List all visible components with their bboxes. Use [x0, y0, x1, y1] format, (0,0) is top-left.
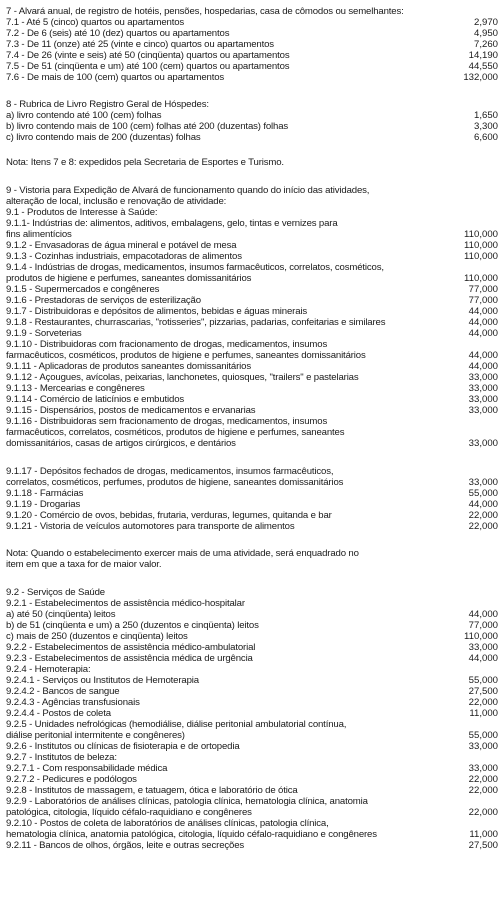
document-line — [0, 807, 504, 818]
document-line — [0, 697, 504, 708]
line-value: 33,000 — [468, 741, 498, 752]
line-text: 9.2.9 - Laboratórios de análises clínicas, patologia clínica, hematologia clínica, anatomia — [6, 796, 368, 807]
document-line — [0, 317, 504, 328]
line-value: 33,000 — [468, 372, 498, 383]
line-text: b) de 51 (cinqüenta e um) a 250 (duzentos e cinqüenta) leitos — [6, 620, 259, 631]
document-line — [0, 405, 504, 416]
line-value: 14,190 — [468, 50, 498, 61]
line-value: 22,000 — [468, 510, 498, 521]
line-text: 9.1.1- Indústrias de: alimentos, aditivos, embalagens, gelo, tintas e vernizes para — [6, 218, 338, 229]
line-value: 77,000 — [468, 284, 498, 295]
line-value: 2,970 — [473, 17, 498, 28]
line-value: 44,550 — [468, 61, 498, 72]
line-text: diálise peritonial intermitente e congêneres) — [6, 730, 185, 741]
document-line — [0, 28, 504, 39]
line-value: 6,600 — [473, 132, 498, 143]
document-line — [0, 521, 504, 532]
document-line — [0, 6, 504, 17]
line-value: 22,000 — [468, 697, 498, 708]
line-value: 33,000 — [468, 394, 498, 405]
line-text: farmacêuticos, correlatos, cosméticos, produtos de higiene e perfumes, saneantes — [6, 427, 345, 438]
line-text: domissanitários, casas de artigos cirúrgicos, e dentários — [6, 438, 236, 449]
document-line — [0, 383, 504, 394]
document-line — [0, 251, 504, 262]
document-line — [0, 488, 504, 499]
line-text: 9.2.4.4 - Postos de coleta — [6, 708, 111, 719]
document-line — [0, 132, 504, 143]
line-text: 9.2.11 - Bancos de olhos, órgãos, leite e outras secreções — [6, 840, 245, 851]
line-text: 9.1.21 - Vistoria de veículos automotores para transporte de alimentos — [6, 521, 295, 532]
line-value: 77,000 — [468, 620, 498, 631]
line-value: 22,000 — [468, 785, 498, 796]
line-value: 11,000 — [469, 708, 498, 719]
line-text: 9.1.17 - Depósitos fechados de drogas, medicamentos, insumos farmacêuticos, — [6, 466, 334, 477]
line-value: 7,260 — [473, 39, 498, 50]
document-line — [0, 818, 504, 829]
document-line — [0, 499, 504, 510]
document-line — [0, 559, 504, 570]
line-value: 77,000 — [468, 295, 498, 306]
line-text: 9.2.7.2 - Pedicures e podólogos — [6, 774, 137, 785]
document-line — [0, 510, 504, 521]
line-text: 9.2.8 - Institutos de massagem, e tatuagem, ótica e laboratório de ótica — [6, 785, 298, 796]
line-text: a) até 50 (cinqüenta) leitos — [6, 609, 116, 620]
document-line — [0, 840, 504, 851]
document-line — [0, 752, 504, 763]
document-line — [0, 196, 504, 207]
line-value: 4,950 — [473, 28, 498, 39]
document-line — [0, 675, 504, 686]
line-text: 9.1.9 - Sorveterias — [6, 328, 82, 339]
document-line — [0, 157, 504, 168]
document-line — [0, 730, 504, 741]
line-text: 9.1.4 - Indústrias de drogas, medicamentos, insumos farmacêuticos, correlatos, cosméticos, — [6, 262, 384, 273]
document-line — [0, 427, 504, 438]
line-text: 7.4 - De 26 (vinte e seis) até 50 (cinqüenta) quartos ou apartamentos — [6, 50, 290, 61]
document-line — [0, 416, 504, 427]
line-text: 9.2.7 - Institutos de beleza: — [6, 752, 117, 763]
line-text: a) livro contendo até 100 (cem) folhas — [6, 110, 162, 121]
line-value: 27,500 — [468, 686, 498, 697]
line-value: 33,000 — [468, 642, 498, 653]
document-line — [0, 686, 504, 697]
document-line — [0, 17, 504, 28]
line-text: 9.1.20 - Comércio de ovos, bebidas, frutaria, verduras, legumes, quitanda e bar — [6, 510, 332, 521]
line-text: 9.2.4.3 - Agências transfusionais — [6, 697, 140, 708]
line-text: 9.1.6 - Prestadoras de serviços de esterilização — [6, 295, 201, 306]
line-text: 9.2.10 - Postos de coleta de laboratórios de análises clínicas, patologia clínica, — [6, 818, 329, 829]
line-text: produtos de higiene e perfumes, saneantes domissanitários — [6, 273, 252, 284]
document-line — [0, 774, 504, 785]
document-line — [0, 110, 504, 121]
document-line — [0, 466, 504, 477]
document-line — [0, 664, 504, 675]
line-value: 44,000 — [468, 317, 498, 328]
document-line — [0, 829, 504, 840]
document-line — [0, 240, 504, 251]
line-value: 110,000 — [464, 251, 498, 262]
line-text: 9.1.16 - Distribuidoras sem fracionamento de drogas, medicamentos, insumos — [6, 416, 328, 427]
document-line — [0, 284, 504, 295]
document-line — [0, 218, 504, 229]
line-text: 9.1.13 - Mercearias e congêneres — [6, 383, 145, 394]
line-text: 9.1.18 - Farmácias — [6, 488, 84, 499]
line-text: 7 - Alvará anual, de registro de hotéis, pensões, hospedarias, casa de cômodos ou semelhantes: — [6, 6, 404, 17]
document-line — [0, 229, 504, 240]
line-text: 8 - Rubrica de Livro Registro Geral de Hóspedes: — [6, 99, 209, 110]
line-text: correlatos, cosméticos, perfumes, produtos de higiene, saneantes domissanitários — [6, 477, 344, 488]
document-line — [0, 72, 504, 83]
line-text: 9.2.4.2 - Bancos de sangue — [6, 686, 120, 697]
line-text: 7.6 - De mais de 100 (cem) quartos ou apartamentos — [6, 72, 225, 83]
document-line — [0, 587, 504, 598]
document-line — [0, 361, 504, 372]
document-line — [0, 438, 504, 449]
line-text: 9.1.15 - Dispensários, postos de medicamentos e ervanarias — [6, 405, 256, 416]
line-value: 44,000 — [468, 609, 498, 620]
line-value: 132,000 — [463, 72, 498, 83]
document-line — [0, 708, 504, 719]
line-text: patológica, citologia, líquido céfalo-raquidiano e congêneres — [6, 807, 252, 818]
document-line — [0, 598, 504, 609]
document-line — [0, 306, 504, 317]
line-text: 9.1.7 - Distribuidoras e depósitos de alimentos, bebidas e águas minerais — [6, 306, 308, 317]
line-text: c) mais de 250 (duzentos e cinqüenta) leitos — [6, 631, 188, 642]
document-line — [0, 719, 504, 730]
line-value: 33,000 — [468, 763, 498, 774]
line-value: 110,000 — [464, 273, 498, 284]
document-line — [0, 185, 504, 196]
document-line — [0, 339, 504, 350]
line-value: 33,000 — [468, 438, 498, 449]
line-value: 44,000 — [468, 653, 498, 664]
document-line — [0, 653, 504, 664]
line-value: 110,000 — [464, 229, 498, 240]
line-value: 33,000 — [468, 405, 498, 416]
document-line — [0, 763, 504, 774]
document-line — [0, 99, 504, 110]
document-line — [0, 631, 504, 642]
line-text: 9.2.6 - Institutos ou clínicas de fisioterapia e de ortopedia — [6, 741, 240, 752]
line-text: 9.2.4.1 - Serviços ou Institutos de Hemoterapia — [6, 675, 199, 686]
line-value: 33,000 — [468, 477, 498, 488]
line-text: 7.1 - Até 5 (cinco) quartos ou apartamentos — [6, 17, 185, 28]
line-text: 9.2 - Serviços de Saúde — [6, 587, 105, 598]
line-value: 55,000 — [468, 675, 498, 686]
document-line — [0, 328, 504, 339]
document-line — [0, 50, 504, 61]
document-line — [0, 262, 504, 273]
line-text: alteração de local, inclusão e renovação de atividade: — [6, 196, 227, 207]
line-value: 22,000 — [468, 521, 498, 532]
document-line — [0, 796, 504, 807]
line-value: 110,000 — [464, 240, 498, 251]
document-line — [0, 741, 504, 752]
line-text: 9.2.2 - Estabelecimentos de assistência médico-ambulatorial — [6, 642, 256, 653]
document-line — [0, 642, 504, 653]
line-text: fins alimentícios — [6, 229, 72, 240]
line-text: hematologia clínica, anatomia patológica, citologia, líquido céfalo-raquidiano e congêneres — [6, 829, 377, 840]
line-text: 7.5 - De 51 (cinqüenta e um) até 100 (cem) quartos ou apartamentos — [6, 61, 290, 72]
line-text: b) livro contendo mais de 100 (cem) folhas até 200 (duzentas) folhas — [6, 121, 289, 132]
line-text: 9.2.1 - Estabelecimentos de assistência médico-hospitalar — [6, 598, 245, 609]
line-text: c) livro contendo mais de 200 (duzentas) folhas — [6, 132, 201, 143]
line-text: 9 - Vistoria para Expedição de Alvará de funcionamento quando do início das atividades, — [6, 185, 370, 196]
line-value: 44,000 — [468, 306, 498, 317]
line-text: 9.1.5 - Supermercados e congêneres — [6, 284, 160, 295]
document-line — [0, 61, 504, 72]
line-text: 9.2.3 - Estabelecimentos de assistência médica de urgência — [6, 653, 253, 664]
line-text: 7.2 - De 6 (seis) até 10 (dez) quartos ou apartamentos — [6, 28, 230, 39]
line-value: 22,000 — [468, 774, 498, 785]
line-value: 44,000 — [468, 350, 498, 361]
line-text: 7.3 - De 11 (onze) até 25 (vinte e cinco) quartos ou apartamentos — [6, 39, 274, 50]
line-value: 27,500 — [468, 840, 498, 851]
line-text: 9.1.19 - Drogarias — [6, 499, 81, 510]
line-text: 9.1.12 - Açougues, avícolas, peixarias, lanchonetes, quiosques, "trailers" e pastelarias — [6, 372, 359, 383]
line-text: 9.1.3 - Cozinhas industriais, empacotadoras de alimentos — [6, 251, 242, 262]
line-value: 3,300 — [473, 121, 498, 132]
document-line — [0, 477, 504, 488]
line-text: 9.2.5 - Unidades nefrológicas (hemodiálise, diálise peritonial ambulatorial contínua, — [6, 719, 347, 730]
line-text: 9.1.2 - Envasadoras de água mineral e potável de mesa — [6, 240, 237, 251]
document-line — [0, 620, 504, 631]
line-value: 110,000 — [464, 631, 498, 642]
line-text: Nota: Quando o estabelecimento exercer mais de uma atividade, será enquadrado no — [6, 548, 359, 559]
line-value: 1,650 — [473, 110, 498, 121]
line-text: Nota: Itens 7 e 8: expedidos pela Secretaria de Esportes e Turismo. — [6, 157, 284, 168]
document-line — [0, 295, 504, 306]
line-text: item em que a taxa for de maior valor. — [6, 559, 162, 570]
line-text: 9.1 - Produtos de Interesse à Saúde: — [6, 207, 158, 218]
line-value: 22,000 — [468, 807, 498, 818]
line-value: 44,000 — [468, 499, 498, 510]
line-text: 9.2.7.1 - Com responsabilidade médica — [6, 763, 168, 774]
line-value: 11,000 — [469, 829, 498, 840]
line-text: 9.1.14 - Comércio de laticínios e embutidos — [6, 394, 185, 405]
document-line — [0, 207, 504, 218]
document-line — [0, 39, 504, 50]
line-text: farmacêuticos, cosméticos, produtos de higiene e perfumes, saneantes domissanitários — [6, 350, 366, 361]
line-value: 44,000 — [468, 361, 498, 372]
line-text: 9.1.11 - Aplicadoras de produtos saneantes domissanitários — [6, 361, 251, 372]
line-text: 9.1.10 - Distribuidoras com fracionamento de drogas, medicamentos, insumos — [6, 339, 328, 350]
line-text: 9.1.8 - Restaurantes, churrascarias, "rotisseries", pizzarias, padarias, confeitarias e similares — [6, 317, 386, 328]
document-line — [0, 350, 504, 361]
line-value: 44,000 — [468, 328, 498, 339]
document-line — [0, 394, 504, 405]
line-value: 55,000 — [468, 488, 498, 499]
document-line — [0, 785, 504, 796]
document-line — [0, 372, 504, 383]
document-line — [0, 273, 504, 284]
line-text: 9.2.4 - Hemoterapia: — [6, 664, 91, 675]
line-value: 55,000 — [468, 730, 498, 741]
line-value: 33,000 — [468, 383, 498, 394]
document-line — [0, 609, 504, 620]
document-line — [0, 121, 504, 132]
document-line — [0, 548, 504, 559]
